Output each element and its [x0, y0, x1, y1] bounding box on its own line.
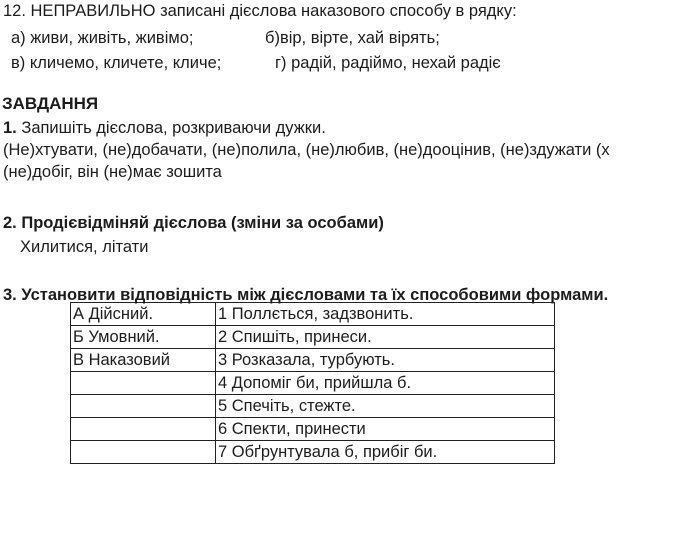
- task-2-words: Хилитися, літати: [20, 238, 149, 256]
- verbs-cell: 2 Спишіть, принеси.: [216, 326, 555, 349]
- question-12-option-g: г) радій, радіймо, нехай радіє: [275, 54, 501, 72]
- question-12-title: 12. НЕПРАВИЛЬНО записані дієслова наказового способу в рядку:: [3, 2, 517, 20]
- verbs-cell: 5 Спечіть, стежте.: [216, 395, 555, 418]
- task-1-text: Запишіть дієслова, розкриваючи дужки.: [16, 119, 326, 137]
- table-row: [71, 326, 555, 349]
- matching-table: [70, 302, 555, 464]
- task-1-number: 1.: [3, 119, 17, 137]
- task-1-words-line-1: (Не)хтувати, (не)добачати, (не)полила, (не)любив, (не)дооцінив, (не)здужати (х: [3, 141, 610, 159]
- mood-cell: А Дійсний.: [71, 303, 216, 326]
- question-12-option-a: а) живи, живіть, живімо;: [11, 29, 194, 47]
- mood-cell: В Наказовий: [71, 349, 216, 372]
- mood-cell: [71, 418, 216, 441]
- table-row: [71, 418, 555, 441]
- verbs-cell: 7 Обґрунтувала б, прибіг би.: [216, 441, 555, 464]
- mood-cell: Б Умовний.: [71, 326, 216, 349]
- task-1-prompt: [3, 118, 326, 138]
- table-row: [71, 395, 555, 418]
- mood-cell: [71, 395, 216, 418]
- tasks-heading: ЗАВДАННЯ: [2, 94, 99, 113]
- verbs-cell: 3 Розказала, турбують.: [216, 349, 555, 372]
- verbs-cell: 4 Допоміг би, прийшла б.: [216, 372, 555, 395]
- task-3-prompt: 3. Установити відповідність між дієсловами та їх способовими формами.: [3, 286, 609, 304]
- mood-cell: [71, 372, 216, 395]
- table-row: [71, 372, 555, 395]
- table-row: [71, 441, 555, 464]
- verbs-cell: 6 Спекти, принести: [216, 418, 555, 441]
- question-12-option-b: б)вір, вірте, хай вірять;: [265, 29, 440, 47]
- mood-cell: [71, 441, 216, 464]
- task-2-prompt: 2. Продієвідміняй дієслова (зміни за особами): [3, 214, 384, 232]
- table-row: [71, 349, 555, 372]
- verbs-cell: 1 Поллється, задзвонить.: [216, 303, 555, 326]
- task-1-words-line-2: (не)добіг, він (не)має зошита: [3, 163, 222, 181]
- table-row: [71, 303, 555, 326]
- question-12-option-v: в) кличемо, кличете, кличе;: [11, 54, 222, 72]
